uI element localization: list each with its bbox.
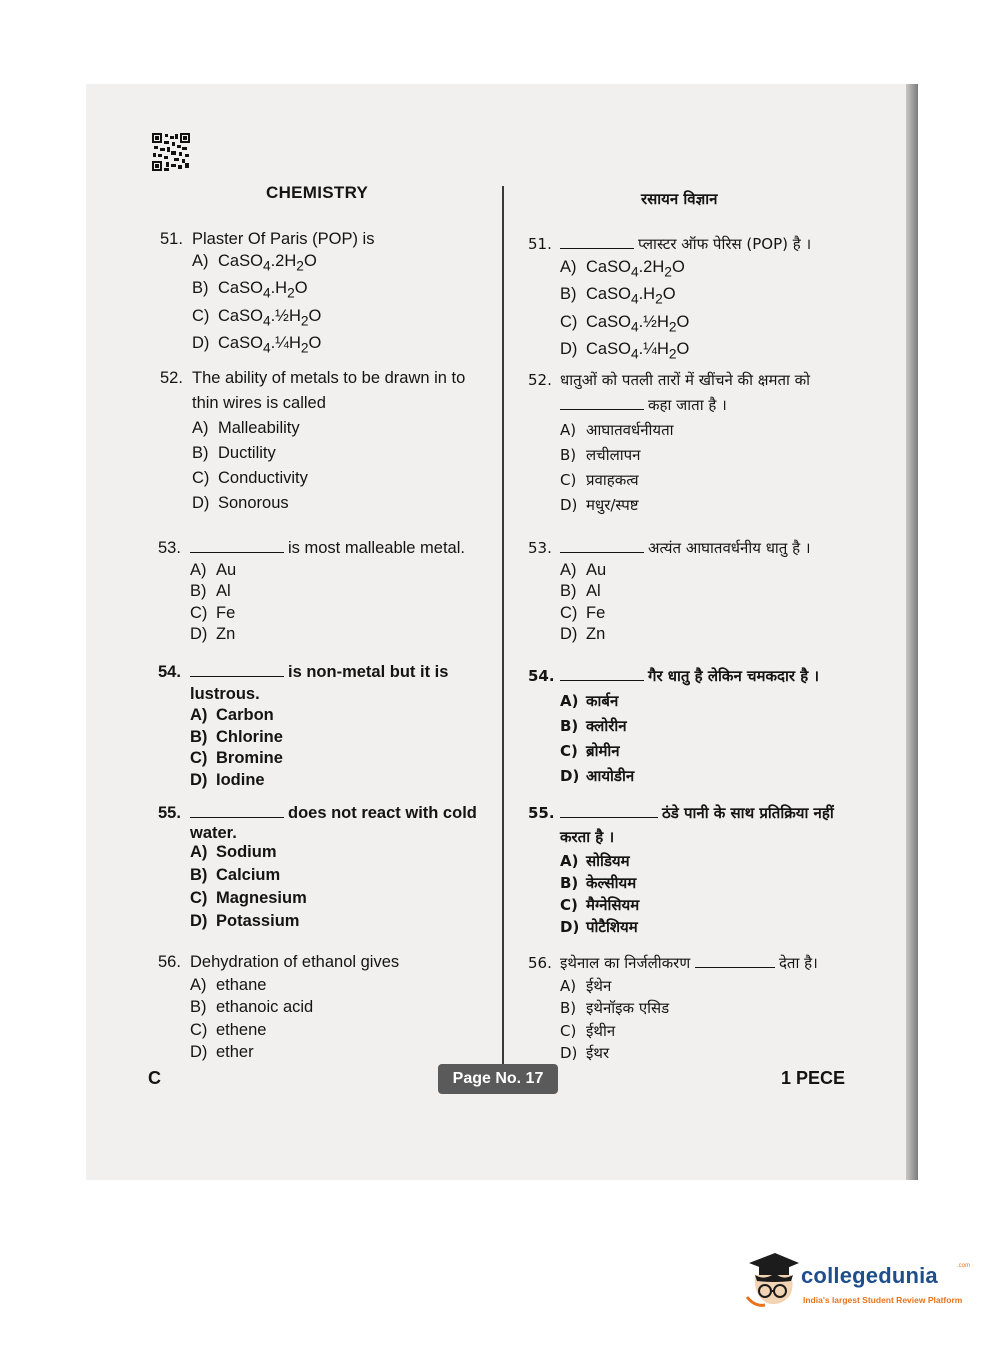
brand-domain: .com bbox=[957, 1263, 971, 1269]
qr-code-icon bbox=[152, 133, 190, 171]
brand-name: collegedunia bbox=[801, 1263, 938, 1288]
question-en-55: 55. does not react with cold water. A) Sodium B) Calcium C) Magnesium D) Potassium bbox=[158, 804, 477, 930]
question-en-56: 56. Dehydration of ethanol gives A) ethane B) ethanoic acid C) ethene D) ether bbox=[158, 953, 400, 1061]
booklet-series: C bbox=[148, 1068, 161, 1088]
question-hi-54: 54. गैर धातु है लेकिन चमकदार है । A) कार्बन B) क्लोरीन C) ब्रोमीन D) आयोडीन bbox=[528, 667, 820, 785]
column-divider bbox=[502, 186, 504, 1064]
collegedunia-logo bbox=[745, 1251, 975, 1313]
heading-hindi: रसायन विज्ञान bbox=[641, 190, 718, 208]
question-hi-51: 51. प्लास्टर ऑफ पेरिस (POP) है । A) $CaSO_4.2H_2O$ B) $CaSO_4.H_2O$ C) $CaSO_4.\frac{1}{2}H_2O$ D) $CaSO_4.\frac{1}{4}H_2O$ bbox=[528, 235, 812, 362]
question-en-54: 54. is non-metal but it is lustrous. A) Carbon B) Chlorine C) Bromine D) Iodine bbox=[158, 663, 449, 789]
heading-english: CHEMISTRY bbox=[266, 183, 369, 202]
page-number: Page No. 17 bbox=[438, 1064, 558, 1094]
question-hi-55: 55. ठंडे पानी के साथ प्रतिक्रिया नहीं करता है । A) सोडियम B) केल्सीयम C) मैग्नेसियम D) पोटैशियम bbox=[528, 804, 834, 936]
mascot-icon bbox=[745, 1251, 801, 1313]
page-edge-shadow bbox=[906, 84, 918, 1180]
question-hi-52: 52. धातुओं को पतली तारों में खींचने की क्षमता को कहा जाता है । A) आघातवर्धनीयता B) लचीलापन C) प्रवाहकत्व D) मधुर/स्पष्ट bbox=[528, 371, 811, 514]
question-en-51: 51. Plaster Of Paris (POP) is A) $CaSO_4.2H_2O$ B) $CaSO_4.H_2O$ C) $CaSO_4.\frac{1}{2}H_2O$ D) $CaSO_4.\frac{1}{4}H_2O$ bbox=[160, 230, 375, 356]
paper-code: 1 PECE bbox=[781, 1068, 846, 1088]
brand-tagline: India's largest Student Review Platform bbox=[803, 1295, 963, 1305]
question-hi-56: 56. इथेनाल का निर्जलीकरण देता है। A) ईथेन B) इथेनॉइक एसिड C) ईथीन D) ईथर bbox=[528, 954, 818, 1062]
question-en-53: 53. is most malleable metal. A) Au B) Al C) Fe D) Zn bbox=[158, 539, 465, 643]
question-en-52: 52. The ability of metals to be drawn in to thin wires is called A) Malleability B) Ductility C) Conductivity D) Sonorous bbox=[160, 369, 466, 512]
question-hi-53: 53. अत्यंत आघातवर्धनीय धातु है । A) Au B) Al C) Fe D) Zn bbox=[528, 539, 811, 643]
